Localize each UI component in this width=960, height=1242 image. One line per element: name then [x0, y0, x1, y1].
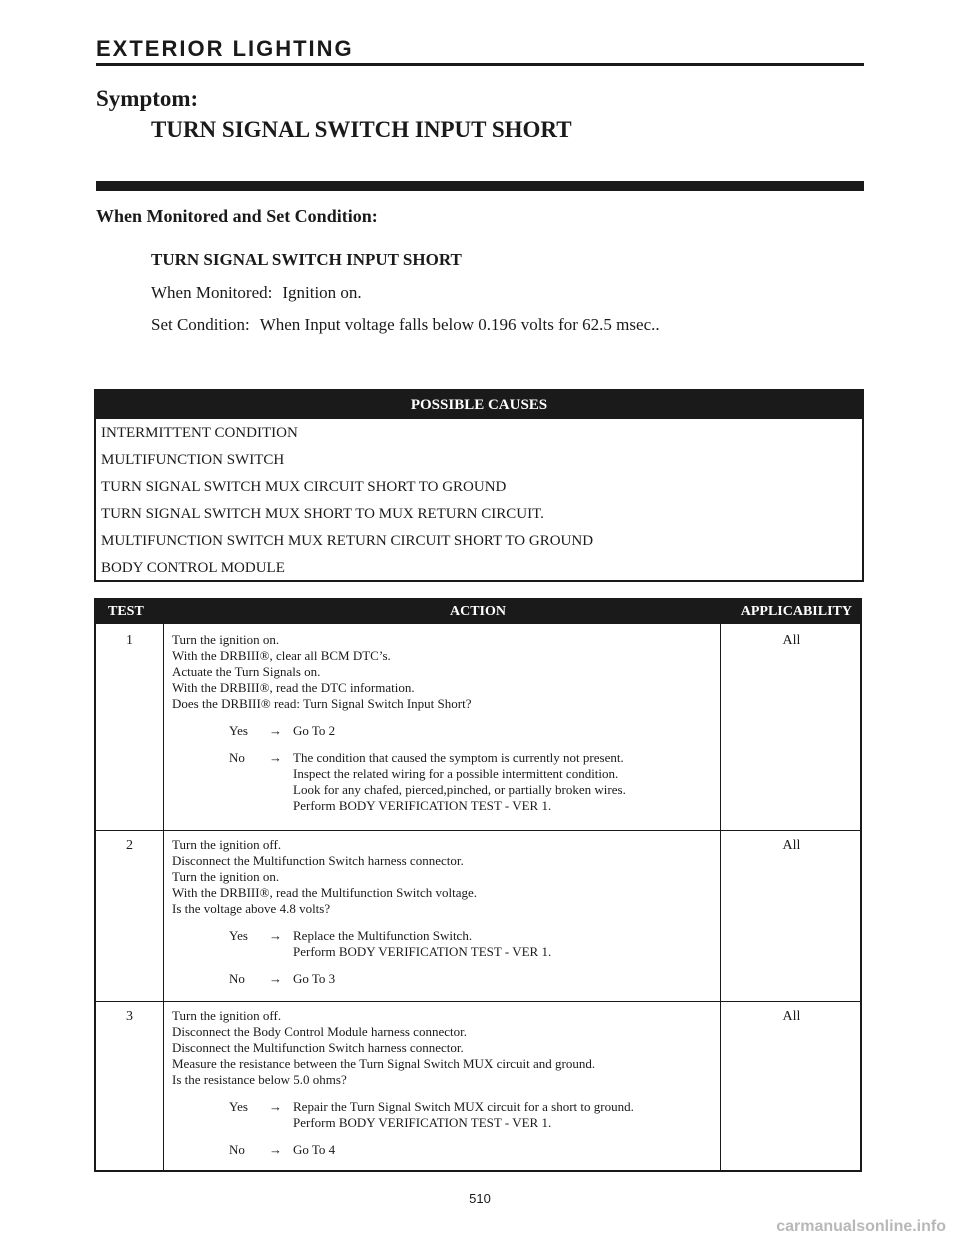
arrow-icon: → [269, 1099, 282, 1114]
step-line: Turn the ignition off. [172, 1008, 282, 1023]
monitored-heading: When Monitored and Set Condition: [96, 206, 378, 226]
step-line: Actuate the Turn Signals on. [172, 664, 321, 679]
step-line: Disconnect the Body Control Module harness connector. [172, 1024, 467, 1039]
answer-yes [172, 1099, 720, 1131]
answer-label: No [229, 750, 245, 765]
test-table [94, 598, 862, 1172]
cause-item: BODY CONTROL MODULE [101, 560, 285, 576]
when-monitored-label: When Monitored: [151, 283, 273, 302]
answer-no [172, 971, 720, 987]
step-applicability: All [782, 1009, 801, 1024]
answer-text: Go To 3 [293, 971, 336, 986]
section-title: EXTERIOR LIGHTING [96, 36, 354, 61]
step-line: With the DRBIII®, read the Multifunction Switch voltage. [172, 885, 478, 900]
answer-no [172, 1142, 720, 1158]
step-line: Turn the ignition on. [172, 869, 280, 884]
step-line: Is the resistance below 5.0 ohms? [172, 1072, 347, 1087]
cause-item: MULTIFUNCTION SWITCH MUX RETURN CIRCUIT SHORT TO GROUND [101, 533, 594, 549]
header-rule [96, 63, 864, 66]
step-line: With the DRBIII®, clear all BCM DTC’s. [172, 648, 391, 663]
set-condition-value: When Input voltage falls below 0.196 volts for 62.5 msec.. [259, 315, 660, 334]
symptom-label: Symptom: [96, 86, 199, 111]
step-line: Is the voltage above 4.8 volts? [172, 901, 331, 916]
cause-item: INTERMITTENT CONDITION [101, 425, 298, 441]
step-applicability: All [782, 838, 801, 853]
arrow-icon: → [269, 928, 282, 943]
when-monitored-line [151, 283, 362, 303]
answer-text: Inspect the related wiring for a possible intermittent condition. [293, 766, 619, 781]
possible-causes-box [94, 389, 864, 582]
answer-text: Perform BODY VERIFICATION TEST - VER 1. [293, 944, 552, 959]
step-action [172, 1008, 720, 1158]
column-divider [163, 624, 164, 1170]
cause-item: TURN SIGNAL SWITCH MUX CIRCUIT SHORT TO GROUND [101, 479, 507, 495]
header-action: ACTION [449, 604, 506, 619]
answer-label: Yes [229, 723, 248, 738]
answer-text: The condition that caused the symptom is currently not present. [293, 750, 624, 765]
step-number: 1 [126, 633, 133, 648]
symptom-title: TURN SIGNAL SWITCH INPUT SHORT [151, 117, 572, 142]
answer-text: Look for any chafed, pierced,pinched, or partially broken wires. [293, 782, 626, 797]
step-line: Measure the resistance between the Turn Signal Switch MUX circuit and ground. [172, 1056, 596, 1071]
step-line: Turn the ignition on. [172, 632, 280, 647]
test-table-header [96, 600, 860, 624]
step-action [172, 837, 720, 987]
watermark: carmanualsonline.info [776, 1218, 946, 1235]
answer-text: Go To 2 [293, 723, 336, 738]
step-line: Disconnect the Multifunction Switch harness connector. [172, 1040, 464, 1055]
answer-text: Go To 4 [293, 1142, 336, 1157]
page-number: 510 [469, 1191, 491, 1206]
step-line: Turn the ignition off. [172, 837, 282, 852]
answer-label: Yes [229, 928, 248, 943]
arrow-icon: → [269, 723, 282, 738]
answer-label: No [229, 971, 245, 986]
answer-text: Replace the Multifunction Switch. [293, 928, 473, 943]
answer-label: No [229, 1142, 245, 1157]
step-applicability: All [782, 633, 801, 648]
header-test: TEST [108, 604, 144, 619]
step-action [172, 632, 720, 814]
answer-no [172, 750, 720, 814]
step-line: Does the DRBIII® read: Turn Signal Switch Input Short? [172, 696, 472, 711]
step-line: Disconnect the Multifunction Switch harness connector. [172, 853, 464, 868]
row-divider [96, 1001, 860, 1002]
answer-label: Yes [229, 1099, 248, 1114]
step-number: 2 [126, 838, 133, 853]
column-divider [720, 624, 721, 1170]
arrow-icon: → [269, 750, 282, 765]
answer-text: Repair the Turn Signal Switch MUX circuit for a short to ground. [293, 1099, 634, 1114]
possible-causes-header: POSSIBLE CAUSES [96, 391, 862, 419]
answer-text: Perform BODY VERIFICATION TEST - VER 1. [293, 1115, 552, 1130]
step-line: With the DRBIII®, read the DTC information. [172, 680, 415, 695]
row-divider [96, 830, 860, 831]
symptom-divider [96, 181, 864, 191]
cause-item: TURN SIGNAL SWITCH MUX SHORT TO MUX RETURN CIRCUIT. [101, 506, 544, 522]
when-monitored-value: Ignition on. [282, 283, 362, 302]
set-condition-label: Set Condition: [151, 315, 250, 334]
answer-yes [172, 928, 720, 960]
cause-item: MULTIFUNCTION SWITCH [101, 452, 285, 468]
arrow-icon: → [269, 971, 282, 986]
answer-yes [172, 723, 720, 739]
arrow-icon: → [269, 1142, 282, 1157]
header-applicability: APPLICABILITY [740, 604, 852, 619]
step-number: 3 [126, 1009, 133, 1024]
condition-title: TURN SIGNAL SWITCH INPUT SHORT [151, 250, 462, 269]
set-condition-line [151, 315, 660, 335]
answer-text: Perform BODY VERIFICATION TEST - VER 1. [293, 798, 552, 813]
